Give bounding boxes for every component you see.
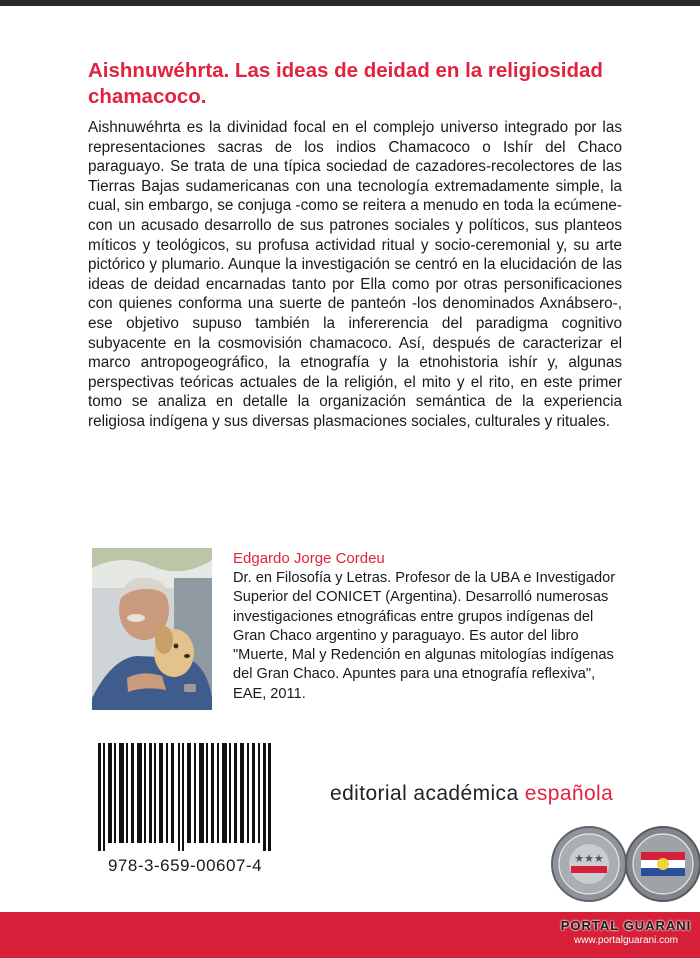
- author-bio: Dr. en Filosofía y Letras. Profesor de la UBA e Investigador Superior del CONICET (Argentina). Desarrolló numerosas investigaciones etnográficas entre grupos indígenas del Gran Chaco argentino y paraguayo. Es autor del libro "Muerte, Mal y Redención en algunas mitologías indígenas del Gran Chaco. Apuntes para una etnografía reflexiva", EAE, 2011.: [233, 570, 616, 702]
- publisher-name-accent: española: [524, 782, 614, 805]
- author-photo: [92, 548, 212, 710]
- publisher-name: editorial académica: [330, 782, 525, 805]
- top-edge-bar: [0, 0, 700, 6]
- watermark-name: PORTAL GUARANI: [560, 918, 692, 933]
- publisher-logo: [330, 782, 613, 806]
- seal-icon: [551, 826, 627, 902]
- seal-icon: [625, 826, 700, 902]
- barcode-bars: [96, 743, 274, 851]
- author-photo-illustration: [92, 548, 212, 710]
- book-description: Aishnuwéhrta es la divinidad focal en el complejo universo integrado por las representaciones sacras de los indios Chamacoco o Ishír del Chaco paraguayo. Se trata de una típica sociedad de cazadores-recolectores de las Tierras Bajas sudamericanas con una tecnología extremadamente simple, la cual, sin embargo, se conjuga -como se reitera a menudo en toda la ecúmene- con un acusado desarrollo de sus patrones sociales y políticos, sus planteos míticos y teológicos, su profusa actividad ritual y socio-ceremonial y, su arte pictórico y plumario. Aunque la investigación se centró en la elucidación de las ideas de deidad encarnadas tanto por Ella como por otras personificaciones con quienes conforma una suerte de panteón -los denominados Axnábsero-, ese objetivo supuso también la infererencia del paradigma cognitivo subyacente en la cosmovisión chamacoco. Así, después de caracterizar el marco antropogeográfico, la etnografía y la etnohistoria ishír y, algunas perspectivas teóricas actuales de la religión, el mito y el rito, en este primer tomo se analiza en detalle la organización semántica de la experiencia religiosa indígena y sus diversas plasmaciones sociales, culturales y rituales.: [88, 119, 622, 430]
- svg-text:★★★: ★★★: [574, 852, 604, 865]
- author-name: Edgardo Jorge Cordeu: [233, 550, 385, 567]
- book-title: Aishnuwéhrta. Las ideas de deidad en la religiosidad chamacoco.: [88, 59, 603, 108]
- watermark-url: www.portalguarani.com: [574, 935, 678, 946]
- isbn-number: 978-3-659-00607-4: [107, 856, 263, 875]
- isbn-barcode: [96, 743, 274, 879]
